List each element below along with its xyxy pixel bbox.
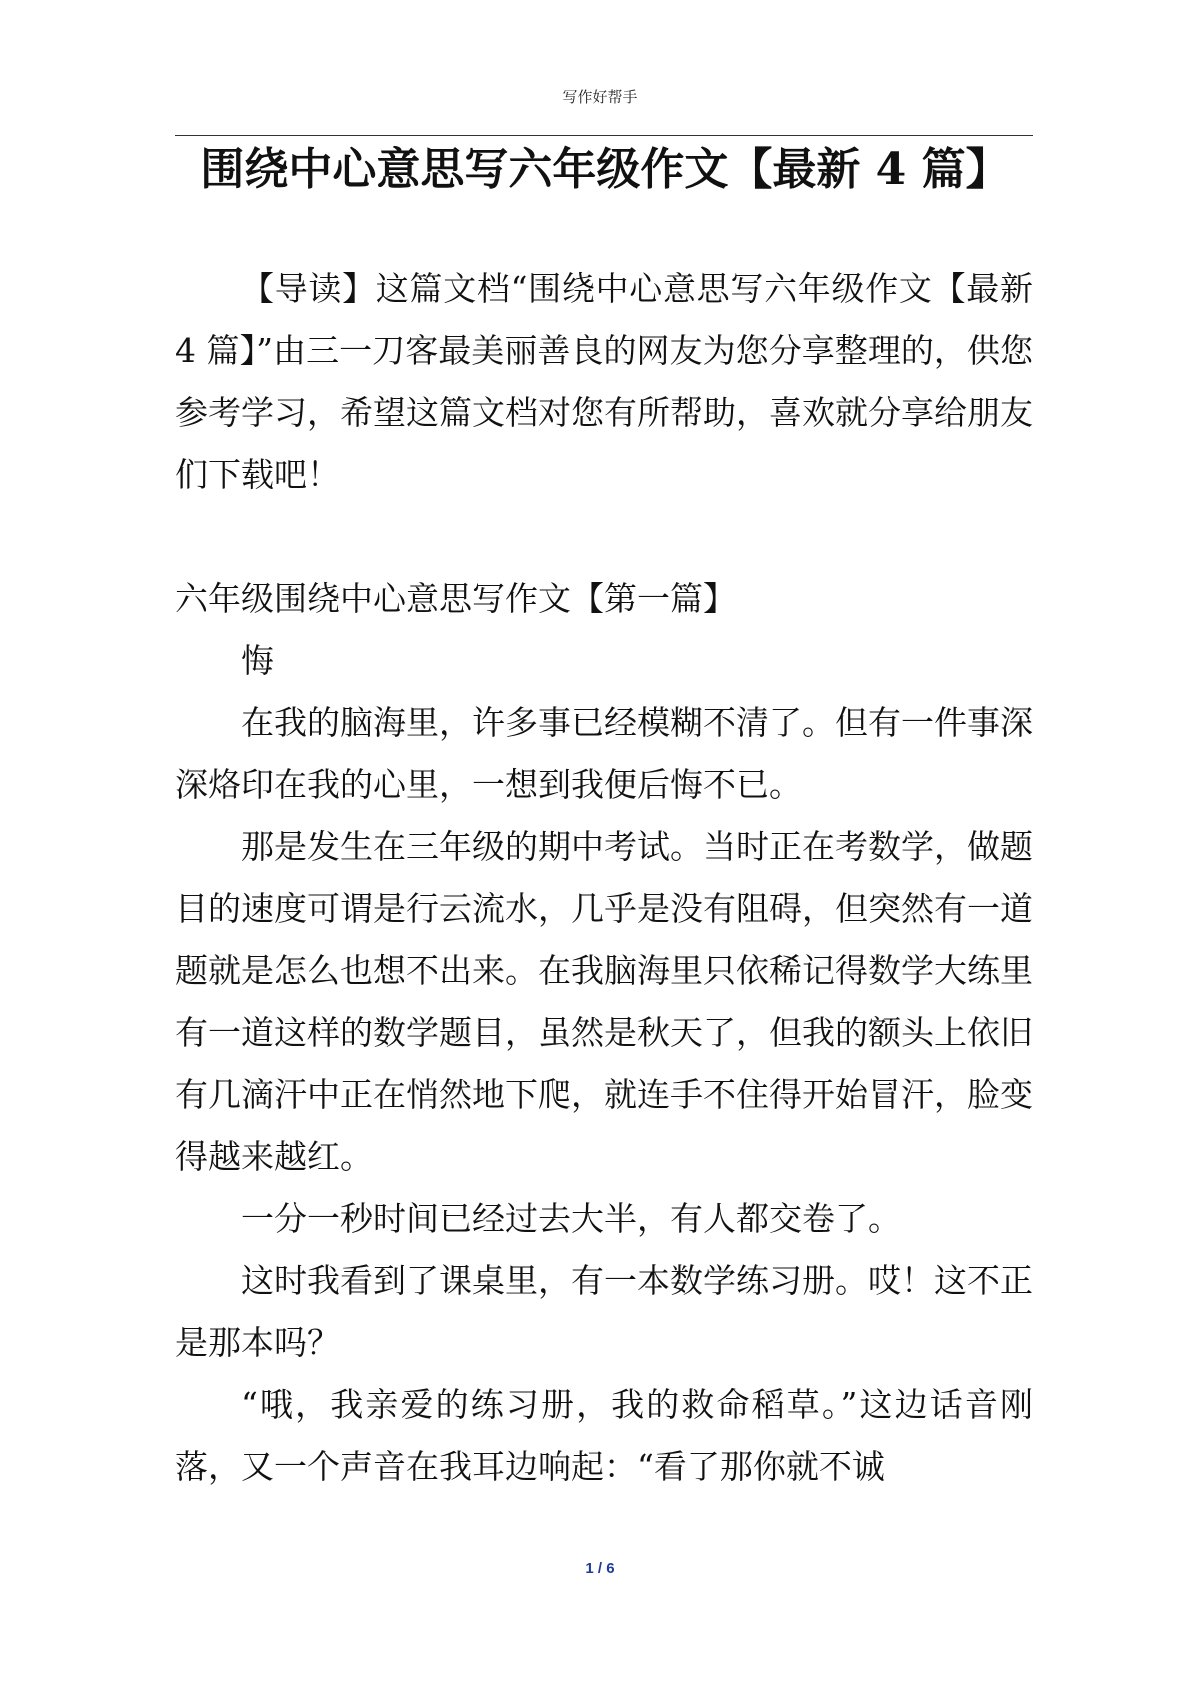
body-paragraph: 这时我看到了课桌里，有一本数学练习册。哎！这不正是那本吗？ bbox=[175, 1261, 1033, 1362]
body-paragraph: 那是发生在三年级的期中考试。当时正在考数学，做题目的速度可谓是行云流水，几乎是没有阻碍，但突然有一道题就是怎么也想不出来。在我脑海里只依稀记得数学大练里有一道这样的数学题目，虽然是秋天了，但我的额头上依旧有几滴汗中正在悄然地下爬，就连手不住得开始冒汗，脸变得越来越红。 bbox=[175, 827, 1033, 1176]
document-title: 围绕中心意思写六年级作文【最新 4 篇】 bbox=[200, 144, 1010, 195]
body-paragraph: 在我的脑海里，许多事已经模糊不清了。但有一件事深深烙印在我的心里，一想到我便后悔不已。 bbox=[175, 703, 1033, 804]
header-divider bbox=[175, 135, 1033, 136]
body-paragraph: 一分一秒时间已经过去大半，有人都交卷了。 bbox=[241, 1199, 901, 1238]
essay-title: 悔 bbox=[241, 641, 274, 680]
page-header: 写作好帮手 bbox=[562, 88, 638, 106]
section-spacer bbox=[175, 506, 1033, 568]
page-number: 1 / 6 bbox=[585, 1560, 615, 1577]
section-heading: 六年级围绕中心意思写作文【第一篇】 bbox=[175, 579, 736, 618]
intro-paragraph: 【导读】这篇文档“围绕中心意思写六年级作文【最新 4 篇】”由三一刀客最美丽善良的网友为您分享整理的，供您参考学习，希望这篇文档对您有所帮助，喜欢就分享给朋友们下载吧！ bbox=[175, 269, 1033, 494]
document-body bbox=[175, 258, 1033, 1498]
body-paragraph: “哦，我亲爱的练习册，我的救命稻草。”这边话音刚落，又一个声音在我耳边响起：“看了那你就不诚 bbox=[175, 1385, 1033, 1486]
